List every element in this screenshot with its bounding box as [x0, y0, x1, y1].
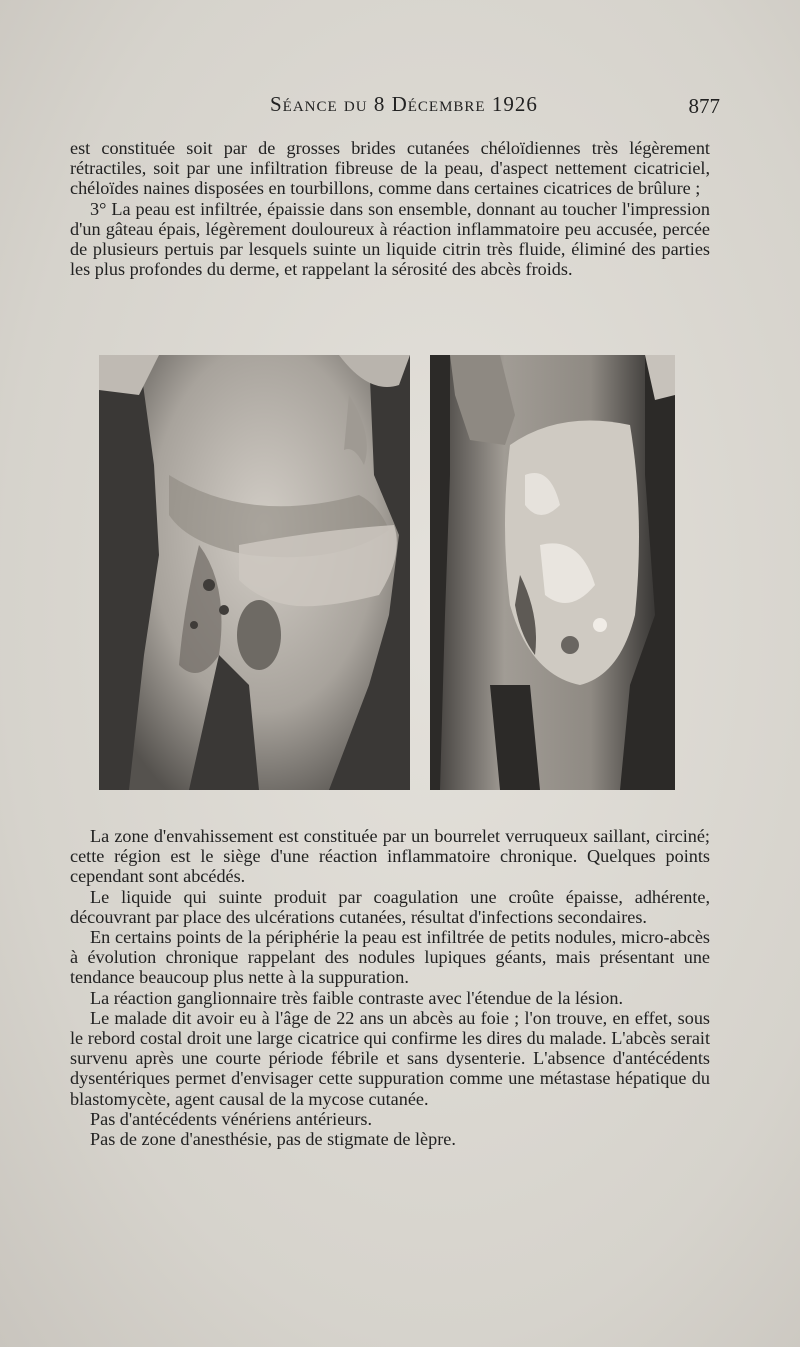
paragraph: Pas d'antécédents vénériens antérieurs.: [90, 1108, 373, 1129]
page-number: 877: [688, 94, 720, 118]
paragraph: est constituée soit par de grosses brides cutanées chéloïdiennes très légèrement rétractiles, soit par une infiltration fibreuse de la peau, d'aspect nettement cicatriciel, chéloïdes naines disposées en tourbillons, comme dans certaines cicatrices de brûlure ;: [70, 138, 710, 199]
paragraph: 3° La peau est infiltrée, épaissie dans son ensemble, donnant au toucher l'impression d'un gâteau épais, légèrement douloureux à réaction inflammatoire peu accusée, percée de plusieurs pertuis par lesquels suinte un liquide citrin très fluide, éliminé des parties les plus profondes du derme, et rappelant la sérosité des abcès froids.: [70, 198, 710, 280]
running-head: Séance du 8 Décembre 1926: [270, 92, 538, 116]
page-header: [60, 92, 720, 122]
paragraph: En certains points de la périphérie la peau est infiltrée de petits nodules, micro-abcès à évolution chronique rappelant des nodules lupiques géants, mais présentant une tendance beaucoup plus nette à la suppuration.: [70, 927, 710, 988]
paragraph: Pas de zone d'anesthésie, pas de stigmate de lèpre.: [90, 1129, 456, 1150]
paragraph: Le malade dit avoir eu à l'âge de 22 ans un abcès au foie ; l'on trouve, en effet, sous le rebord costal droit une large cicatrice qui confirme les dires du malade. L'abcès serait survenu après une courte période fébrile et sans dysenterie. L'absence d'antécédents dysentériques permet d'envisager cette suppuration comme une métastase hépatique du blastomycète, agent causal de la mycose cutanée.: [70, 1007, 710, 1109]
clinical-photograph-front: [99, 355, 410, 790]
photograph-image: [99, 355, 410, 790]
body-text-top: [70, 138, 710, 279]
paragraph: La réaction ganglionnaire très faible contraste avec l'étendue de la lésion.: [90, 987, 623, 1008]
paragraph: Le liquide qui suinte produit par coagulation une croûte épaisse, adhérente, découvrant par place des ulcérations cutanées, résultat d'infections secondaires.: [70, 886, 710, 927]
body-text-bottom: [70, 826, 710, 1149]
paragraph: La zone d'envahissement est constituée par un bourrelet verruqueux saillant, circiné; cette région est le siège d'une réaction inflammatoire chronique. Quelques points cependant sont abcédés.: [70, 826, 710, 887]
clinical-photograph-side: [430, 355, 675, 790]
photograph-image: [430, 355, 675, 790]
